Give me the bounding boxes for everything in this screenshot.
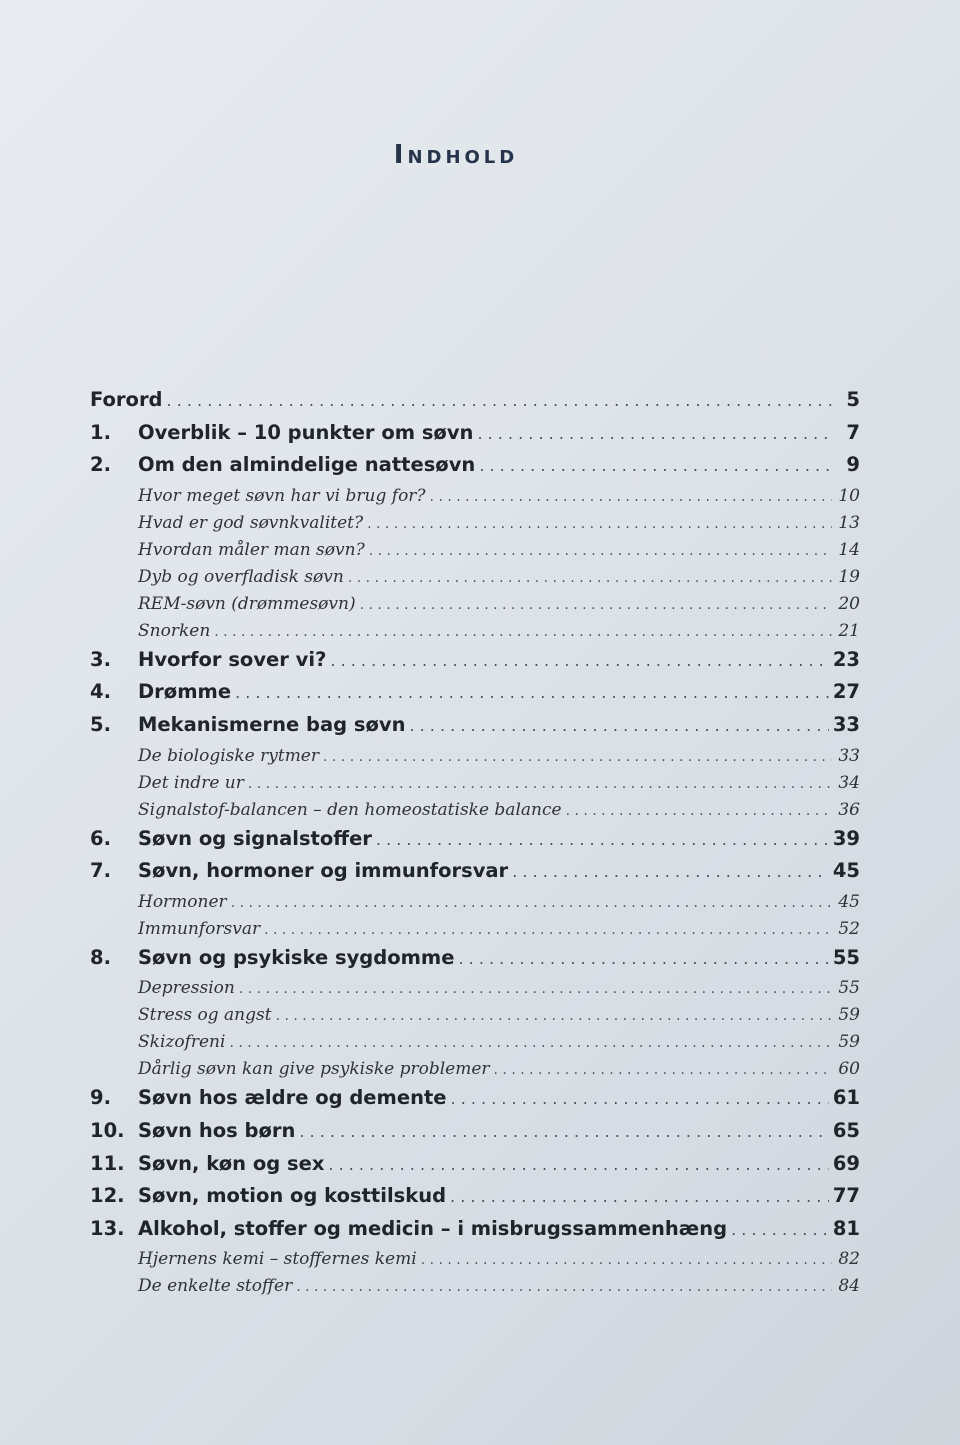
page-number: 20 bbox=[838, 593, 860, 614]
section-title: Det indre ur bbox=[138, 772, 244, 793]
section-title: De biologiske rytmer bbox=[138, 745, 319, 766]
chapter-title: Søvn og signalstoffer bbox=[138, 826, 372, 850]
page-number: 84 bbox=[838, 1276, 860, 1297]
toc-chapter-row bbox=[90, 713, 860, 746]
toc-section-row bbox=[90, 1249, 860, 1276]
chapter-title: Søvn, hormoner og immunforsvar bbox=[138, 859, 509, 883]
page-number: 19 bbox=[838, 566, 860, 587]
toc-chapter-row bbox=[90, 946, 860, 979]
page-number: 81 bbox=[832, 1216, 860, 1240]
toc-section-row bbox=[90, 1059, 860, 1086]
chapter-number: 5. bbox=[90, 712, 111, 736]
page-number: 10 bbox=[838, 485, 860, 506]
section-title: Depression bbox=[138, 978, 235, 999]
chapter-number: 10. bbox=[90, 1118, 125, 1142]
page-number: 7 bbox=[846, 420, 860, 444]
page-number: 52 bbox=[838, 918, 860, 939]
dot-leader bbox=[330, 651, 828, 670]
dot-leader bbox=[264, 922, 832, 938]
toc-section-row bbox=[90, 621, 860, 648]
toc-chapter-row bbox=[90, 680, 860, 713]
dot-leader bbox=[458, 949, 828, 968]
page-number: 55 bbox=[832, 945, 860, 969]
dot-leader bbox=[328, 1155, 828, 1174]
toc-chapter-row bbox=[90, 1217, 860, 1250]
dot-leader bbox=[376, 830, 829, 849]
toc-section-row bbox=[90, 1032, 860, 1059]
toc-chapter-row bbox=[90, 827, 860, 860]
section-title: Dårlig søvn kan give psykiske problemer bbox=[138, 1059, 490, 1080]
section-title: Signalstof-balancen – den homeostatiske balance bbox=[138, 799, 562, 820]
toc-chapter-row bbox=[90, 1152, 860, 1185]
dot-leader bbox=[451, 1089, 829, 1108]
toc-section-row bbox=[90, 1005, 860, 1032]
page-number: 77 bbox=[832, 1184, 860, 1208]
toc-section-row bbox=[90, 892, 860, 919]
dot-leader bbox=[360, 597, 832, 613]
page-number: 45 bbox=[838, 891, 860, 912]
page-number: 33 bbox=[832, 712, 860, 736]
toc-section-row bbox=[90, 746, 860, 773]
chapter-title: Overblik – 10 punkter om søvn bbox=[138, 420, 474, 444]
chapter-number: 8. bbox=[90, 945, 111, 969]
section-title: Hvor meget søvn har vi brug for? bbox=[138, 485, 426, 506]
dot-leader bbox=[323, 749, 832, 765]
page-number: 5 bbox=[846, 388, 860, 411]
dot-leader bbox=[235, 683, 829, 702]
page-number: 65 bbox=[832, 1118, 860, 1142]
page-number: 27 bbox=[832, 680, 860, 704]
dot-leader bbox=[299, 1122, 829, 1141]
toc-chapter-row bbox=[90, 421, 860, 454]
chapter-number: 7. bbox=[90, 859, 111, 883]
page-number: 39 bbox=[832, 826, 860, 850]
section-title: De enkelte stoffer bbox=[138, 1276, 293, 1297]
dot-leader bbox=[512, 862, 829, 881]
section-title: REM-søvn (drømmesøvn) bbox=[138, 593, 356, 614]
toc-section-row bbox=[90, 513, 860, 540]
page-number: 45 bbox=[832, 859, 860, 883]
page-number: 9 bbox=[846, 453, 860, 477]
page-number: 69 bbox=[832, 1151, 860, 1175]
chapter-title: Alkohol, stoffer og medicin – i misbrugssammenhæng bbox=[138, 1216, 728, 1240]
chapter-title: Forord bbox=[90, 388, 163, 411]
chapter-title: Søvn hos børn bbox=[138, 1118, 296, 1142]
dot-leader bbox=[296, 1279, 832, 1295]
chapter-number: 3. bbox=[90, 647, 111, 671]
dot-leader bbox=[231, 895, 832, 911]
toc-chapter-row bbox=[90, 1184, 860, 1217]
page-title: Indhold bbox=[393, 140, 519, 170]
chapter-title: Om den almindelige nattesøvn bbox=[138, 453, 476, 477]
chapter-title: Søvn og psykiske sygdomme bbox=[138, 945, 455, 969]
dot-leader bbox=[369, 543, 832, 559]
dot-leader bbox=[239, 981, 832, 997]
section-title: Immunforsvar bbox=[138, 918, 261, 939]
page-number: 82 bbox=[838, 1249, 860, 1270]
page-number: 36 bbox=[838, 799, 860, 820]
page-number: 21 bbox=[838, 620, 860, 641]
toc-chapter-row bbox=[90, 648, 860, 681]
chapter-title: Søvn, motion og kosttilskud bbox=[138, 1184, 447, 1208]
dot-leader bbox=[248, 776, 832, 792]
dot-leader bbox=[348, 570, 832, 586]
dot-leader bbox=[450, 1187, 829, 1206]
page-number: 23 bbox=[832, 647, 860, 671]
chapter-number: 11. bbox=[90, 1151, 125, 1175]
toc-chapter-row bbox=[90, 453, 860, 486]
toc-chapter-row bbox=[90, 388, 860, 421]
chapter-title: Søvn, køn og sex bbox=[138, 1151, 325, 1175]
page-number: 59 bbox=[838, 1005, 860, 1026]
chapter-title: Drømme bbox=[138, 680, 232, 704]
page-number: 33 bbox=[838, 745, 860, 766]
toc-section-row bbox=[90, 919, 860, 946]
dot-leader bbox=[479, 456, 832, 475]
page-number: 60 bbox=[838, 1059, 860, 1080]
chapter-number: 12. bbox=[90, 1184, 125, 1208]
chapter-title: Hvorfor sover vi? bbox=[138, 647, 327, 671]
dot-leader bbox=[409, 716, 828, 735]
toc-section-row bbox=[90, 1276, 860, 1303]
toc-chapter-row bbox=[90, 859, 860, 892]
section-title: Hvad er god søvnkvalitet? bbox=[138, 512, 364, 533]
section-title: Hvordan måler man søvn? bbox=[138, 539, 365, 560]
page-number: 59 bbox=[838, 1032, 860, 1053]
toc-section-row bbox=[90, 978, 860, 1005]
toc-section-row bbox=[90, 540, 860, 567]
toc-section-row bbox=[90, 594, 860, 621]
section-title: Hormoner bbox=[138, 891, 227, 912]
page-number: 55 bbox=[838, 978, 860, 999]
chapter-number: 6. bbox=[90, 826, 111, 850]
chapter-number: 1. bbox=[90, 420, 111, 444]
dot-leader bbox=[566, 803, 832, 819]
section-title: Stress og angst bbox=[138, 1005, 272, 1026]
toc-section-row bbox=[90, 486, 860, 513]
section-title: Skizofreni bbox=[138, 1032, 226, 1053]
toc-chapter-row bbox=[90, 1086, 860, 1119]
section-title: Dyb og overfladisk søvn bbox=[138, 566, 344, 587]
chapter-title: Søvn hos ældre og demente bbox=[138, 1086, 447, 1110]
dot-leader bbox=[430, 489, 832, 505]
chapter-number: 13. bbox=[90, 1216, 125, 1240]
chapter-number: 4. bbox=[90, 680, 111, 704]
dot-leader bbox=[494, 1062, 832, 1078]
chapter-number: 9. bbox=[90, 1086, 111, 1110]
dot-leader bbox=[367, 516, 832, 532]
chapter-number: 2. bbox=[90, 453, 111, 477]
page-number: 34 bbox=[838, 772, 860, 793]
dot-leader bbox=[421, 1252, 832, 1268]
toc-section-row bbox=[90, 567, 860, 594]
dot-leader bbox=[731, 1220, 829, 1239]
toc-section-row bbox=[90, 800, 860, 827]
dot-leader bbox=[214, 624, 832, 640]
dot-leader bbox=[167, 391, 832, 410]
page-number: 14 bbox=[838, 539, 860, 560]
page-number: 13 bbox=[838, 512, 860, 533]
dot-leader bbox=[229, 1035, 832, 1051]
page-number: 61 bbox=[832, 1086, 860, 1110]
dot-leader bbox=[276, 1008, 832, 1024]
dot-leader bbox=[477, 424, 832, 443]
section-title: Hjernens kemi – stoffernes kemi bbox=[138, 1249, 417, 1270]
toc-section-row bbox=[90, 773, 860, 800]
section-title: Snorken bbox=[138, 620, 211, 641]
toc-chapter-row bbox=[90, 1119, 860, 1152]
chapter-title: Mekanismerne bag søvn bbox=[138, 712, 406, 736]
table-of-contents bbox=[90, 388, 860, 1303]
